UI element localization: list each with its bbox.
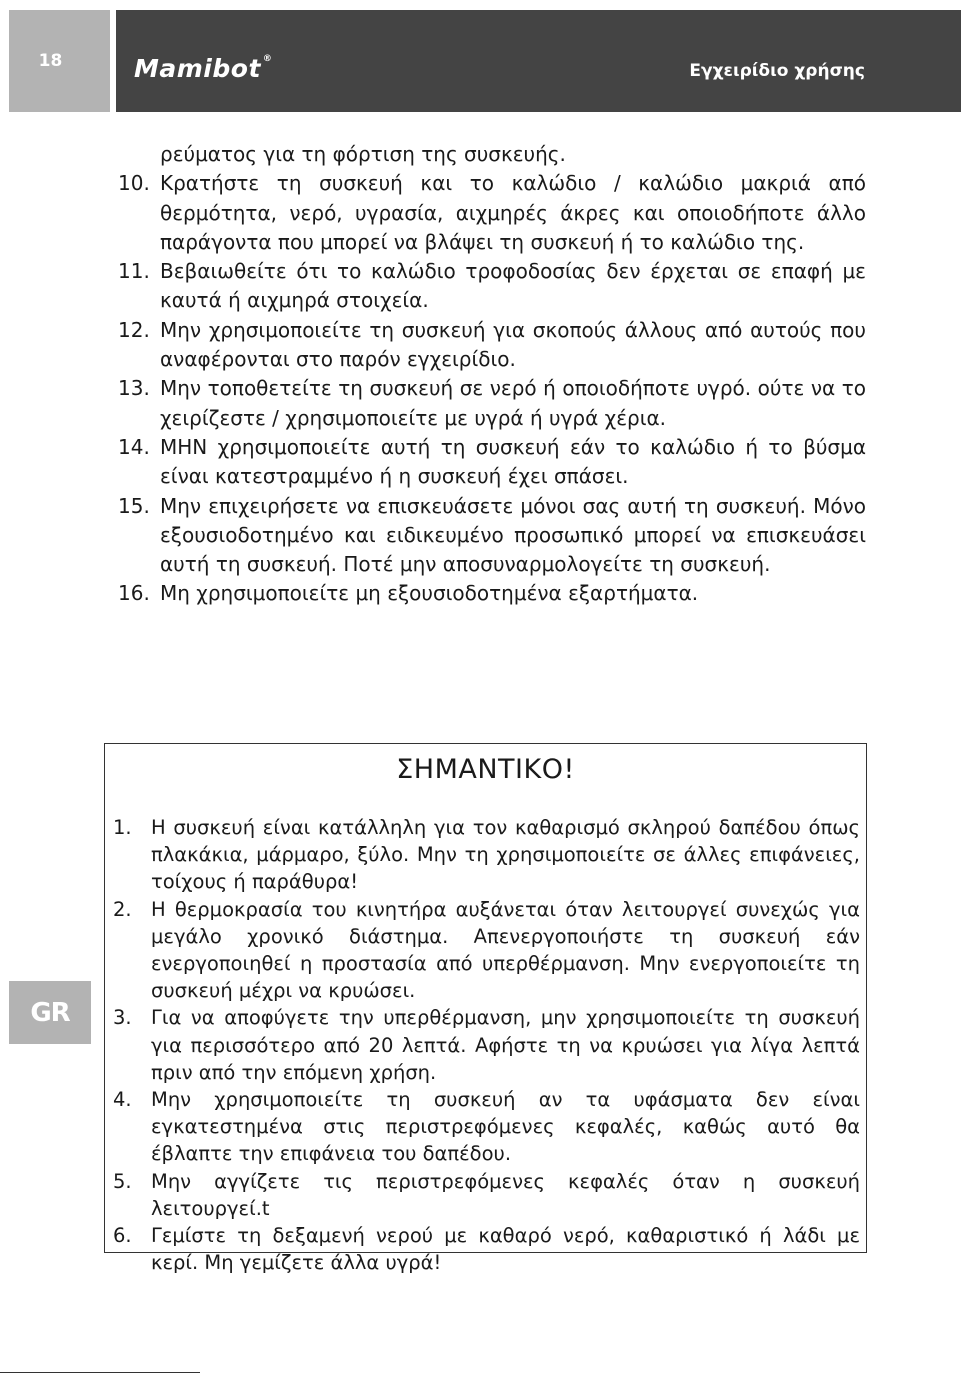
item-text: Μην χρησιμοποιείτε τη συσκευή αν τα υφάσματα δεν είναι εγκατεστημένα στις περιστρεφόμενες κεφαλές, καθώς αυτό θα έβλαπτε την επιφάνεια του δαπέδου. bbox=[151, 1088, 860, 1166]
item-text: Μην χρησιμοποιείτε τη συσκευή για σκοπούς άλλους από αυτούς που αναφέρονται στο παρόν εγχειρίδιο. bbox=[160, 317, 866, 372]
list-item bbox=[0, 257, 866, 316]
item-text: Κρατήστε τη συσκευή και το καλώδιο / καλώδιο μακριά από θερμότητα, νερό, υγρασία, αιχμηρές άκρες και οποιοδήποτε άλλο παράγοντα που μπορεί να βλάψει τη συσκευή ή το καλώδιο της. bbox=[160, 171, 866, 254]
notice-item bbox=[105, 1168, 860, 1222]
item-text: Η συσκευή είναι κατάλληλη για τον καθαρισμό σκληρού δαπέδου όπως πλακάκια, μάρμαρο, ξύλο. Μην τη χρησιμοποιείτε σε άλλες επιφάνειες, τοίχους ή παράθυρα! bbox=[151, 816, 860, 894]
list-item bbox=[0, 433, 866, 492]
item-text: Η θερμοκρασία του κινητήρα αυξάνεται όταν λειτουργεί συνεχώς για μεγάλο χρονικό διάστημα. Απενεργοποιήστε τη συσκευή εάν ενεργοποιηθεί η προστασία από υπερθέρμανση. Μην ενεργοποιείτε τη συσκευή μέχρι να κρυώσει. bbox=[151, 897, 860, 1003]
header-bar bbox=[116, 10, 961, 112]
item-text: Για να αποφύγετε την υπερθέρμανση, μην χρησιμοποιείτε τη συσκευή για περισσότερο από 20 λεπτά. Αφήστε τη να κρυώσει για λίγα λεπτά πριν από την επόμενη χρήση. bbox=[151, 1006, 860, 1084]
notice-title: ΣΗΜΑΝΤΙΚΟ! bbox=[396, 754, 575, 785]
item-number: 14. bbox=[118, 434, 150, 459]
item-number: 2. bbox=[113, 897, 132, 921]
item-number: 4. bbox=[113, 1088, 132, 1112]
item-number: 12. bbox=[118, 317, 150, 342]
manual-title: Εγχειρίδιο χρήσης bbox=[689, 61, 865, 81]
notice-item bbox=[105, 896, 860, 1005]
item-text: ΜΗΝ χρησιμοποιείτε αυτή τη συσκευή εάν το καλώδιο ή το βύσμα είναι κατεστραμμένο ή η συσκευή έχει σπάσει. bbox=[160, 434, 866, 489]
important-notice-box bbox=[104, 743, 867, 1275]
item-text: Γεμίστε τη δεξαμενή νερού με καθαρό νερό, καθαριστικό ή λάδι με κερί. Μη γεμίζετε άλλα υγρά! bbox=[151, 1224, 860, 1275]
notice-item bbox=[105, 1086, 860, 1168]
item-number: 6. bbox=[113, 1224, 132, 1248]
registered-mark: ® bbox=[262, 54, 273, 64]
item-text: Βεβαιωθείτε ότι το καλώδιο τροφοδοσίας δεν έρχεται σε επαφή με καυτά ή αιχμηρά στοιχεία. bbox=[160, 259, 866, 313]
item-number: 15. bbox=[118, 493, 150, 518]
item-number: 13. bbox=[118, 376, 150, 401]
item-number: 11. bbox=[118, 259, 150, 284]
item-number: 3. bbox=[113, 1006, 132, 1030]
item-number: 1. bbox=[113, 816, 132, 839]
notice-item bbox=[105, 1222, 860, 1276]
brand-logo bbox=[134, 54, 272, 83]
item-number: 16. bbox=[118, 581, 150, 606]
instruction-list bbox=[0, 140, 969, 609]
item-text: Μη χρησιμοποιείτε μη εξουσιοδοτημένα εξαρτήματα. bbox=[160, 581, 699, 606]
list-item bbox=[0, 579, 866, 608]
footer-rule bbox=[0, 1372, 200, 1373]
item-text: ρεύματος για τη φόρτιση της συσκευής. bbox=[160, 142, 566, 166]
item-number: 10. bbox=[118, 171, 150, 196]
notice-list bbox=[105, 814, 866, 1276]
item-number: 5. bbox=[113, 1169, 132, 1193]
notice-item bbox=[105, 814, 860, 896]
notice-item bbox=[105, 1004, 860, 1086]
list-item bbox=[0, 169, 866, 257]
list-item bbox=[0, 374, 866, 433]
list-item bbox=[0, 140, 866, 169]
item-text: Μην αγγίζετε τις περιστρεφόμενες κεφαλές όταν η συσκευή λειτουργεί.t bbox=[151, 1169, 860, 1220]
item-text: Μην επιχειρήσετε να επισκευάσετε μόνοι σας αυτή τη συσκευή. Μόνο εξουσιοδοτημένο και ειδικευμένο προσωπικό μπορεί να επισκευάσει αυτή τη συσκευή. Ποτέ μην αποσυναρμολογείτε τη συσκευή. bbox=[160, 493, 866, 577]
language-tab: GR bbox=[9, 981, 91, 1044]
list-item bbox=[0, 316, 866, 375]
list-item bbox=[0, 492, 866, 580]
page-number: 18 bbox=[9, 10, 110, 112]
item-text: Μην τοποθετείτε τη συσκευή σε νερό ή οποιοδήποτε υγρό. ούτε να το χειρίζεστε / χρησιμοποιείτε με υγρά ή υγρά χέρια. bbox=[160, 376, 866, 430]
brand-name: Mamibot bbox=[134, 54, 261, 83]
